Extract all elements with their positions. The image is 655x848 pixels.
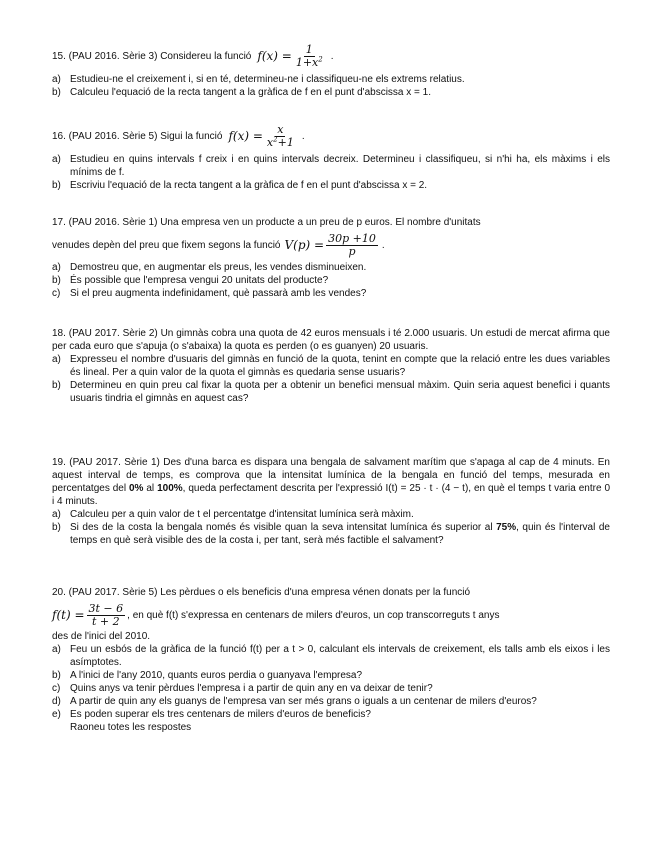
fraction [265, 124, 296, 149]
problem-header [52, 124, 610, 149]
problem-statement: 17. (PAU 2016. Sèrie 1) Una empresa ven un producte a un preu de p euros. El nombre d'unitats [52, 217, 481, 228]
list-item: e) Es poden superar els tres centenars de milers d'euros de beneficis? [52, 709, 371, 720]
problem-statement: 18. (PAU 2017. Sèrie 2) Un gimnàs cobra una quota de 42 euros mensuals i té 2.000 usuaris. Un estudi de mercat afirma que per cada euro que s'apuja (o s'abaixa) la quota es perden (o es guanyen) 20 usuaris. [52, 328, 610, 352]
list-item: c) Si el preu augmenta indefinidament, què passarà amb les vendes? [52, 288, 367, 299]
list-item: a) Feu un esbós de la gràfica de la funció f(t) per a t > 0, calculant els intervals de creixement, els talls amb els eixos i les asímptotes. [52, 644, 610, 668]
fraction-numerator: x [277, 123, 284, 136]
problem-20 [52, 586, 610, 734]
fraction [326, 233, 378, 258]
problem-16 [52, 124, 610, 192]
problem-15 [52, 44, 610, 99]
problem-equation-line [52, 233, 610, 258]
list-item: a) Estudieu-ne el creixement i, si en té, determineu-ne i classifiqueu-ne els extrems relatius. [52, 74, 465, 85]
fraction-denominator: $1+x^2$ [295, 55, 323, 69]
problem-equation-line [52, 603, 610, 628]
list-item: b) És possible que l'empresa vengui 20 unitats del producte? [52, 275, 329, 286]
list-item: b) A l'inici de l'any 2010, quants euros perdia o guanyava l'empresa? [52, 670, 363, 681]
fraction [87, 603, 126, 628]
fraction-denominator: $x^2+1$ [266, 135, 294, 149]
fraction [294, 44, 325, 69]
function-lhs: f(x) = [228, 129, 263, 143]
problem-statement-cont: venudes depèn del preu que fixem segons la funció [52, 240, 281, 251]
problem-statement: 19. (PAU 2017. Sèrie 1) Des d'una barca es dispara una bengala de salvament marítim que s'apaga al cap de 4 minuts. En aquest interval de temps, es comprova que la intensitat lumínica de la bengala en funció del temps, mesurada en percentatges del 0% al 100%, queda perfectament descrita per l'expressió I(t) = 25 · t · (4 − t), en què el temps t varia entre 0 i 4 minuts. [52, 457, 611, 507]
list-item-footer: Raoneu totes les respostes [70, 722, 192, 733]
punctuation: . [301, 131, 305, 142]
punctuation: . [381, 240, 385, 251]
problem-statement: 15. (PAU 2016. Sèrie 3) Considereu la funció [52, 51, 252, 62]
list-item: b) Determineu en quin preu cal fixar la quota per a obtenir un benefici mensual màxim. Quin seria aquest benefici i quants usuaris tindria el gimnàs en aquest cas? [52, 380, 610, 404]
function-lhs: V(p) = [284, 238, 325, 252]
list-item: a) Demostreu que, en augmentar els preus, les vendes disminueixen. [52, 262, 367, 273]
fraction-denominator: t + 2 [92, 615, 120, 628]
problem-header [52, 44, 610, 69]
fraction-numerator: 3t − 6 [88, 602, 124, 615]
problem-statement: 16. (PAU 2016. Sèrie 5) Sigui la funció [52, 131, 223, 142]
fraction-denominator: p [348, 245, 356, 258]
punctuation: . [330, 51, 334, 62]
problem-18 [52, 327, 610, 405]
list-item: b) Calculeu l'equació de la recta tangent a la gràfica de f en el punt d'abscissa x = 1. [52, 87, 431, 98]
list-item: a) Expresseu el nombre d'usuaris del gimnàs en funció de la quota, tenint en compte que la relació entre les dues variables és lineal. Per a quin valor de la quota el gimnàs es quedaria sense usuaris? [52, 354, 610, 378]
problem-statement-cont: , en què f(t) s'expressa en centenars de milers d'euros, un cop transcorreguts t anys [127, 610, 500, 621]
function-lhs: f(x) = [257, 49, 292, 63]
list-item: c) Quins anys va tenir pèrdues l'empresa i a partir de quin any en va deixar de tenir? [52, 683, 433, 694]
list-item: b) Si des de la costa la bengala només és visible quan la seva intensitat lumínica és superior al 75%, quin és l'interval de temps en què serà visible des de la costa i, per tant, serà més factible el salvament? [52, 522, 610, 546]
list-item: a) Estudieu en quins intervals f creix i en quins intervals decreix. Determineu i classifiqueu, si n'hi ha, els màxims i els mínims de f. [52, 154, 610, 178]
problem-17 [52, 216, 610, 300]
fraction-numerator: 30p +10 [328, 232, 376, 245]
problem-statement-cont: des de l'inici del 2010. [52, 631, 151, 642]
list-item: d) A partir de quin any els guanys de l'empresa van ser més grans o iguals a un centenar de milers d'euros? [52, 696, 537, 707]
function-lhs: f(t) = [52, 608, 85, 622]
list-item: b) Escriviu l'equació de la recta tangent a la gràfica de f en el punt d'abscissa x = 2. [52, 180, 428, 191]
problem-19 [52, 456, 610, 547]
fraction-numerator: 1 [305, 43, 313, 56]
list-item: a) Calculeu per a quin valor de t el percentatge d'intensitat lumínica serà màxim. [52, 509, 414, 520]
problem-statement: 20. (PAU 2017. Sèrie 5) Les pèrdues o els beneficis d'una empresa vénen donats per la funció [52, 587, 471, 598]
